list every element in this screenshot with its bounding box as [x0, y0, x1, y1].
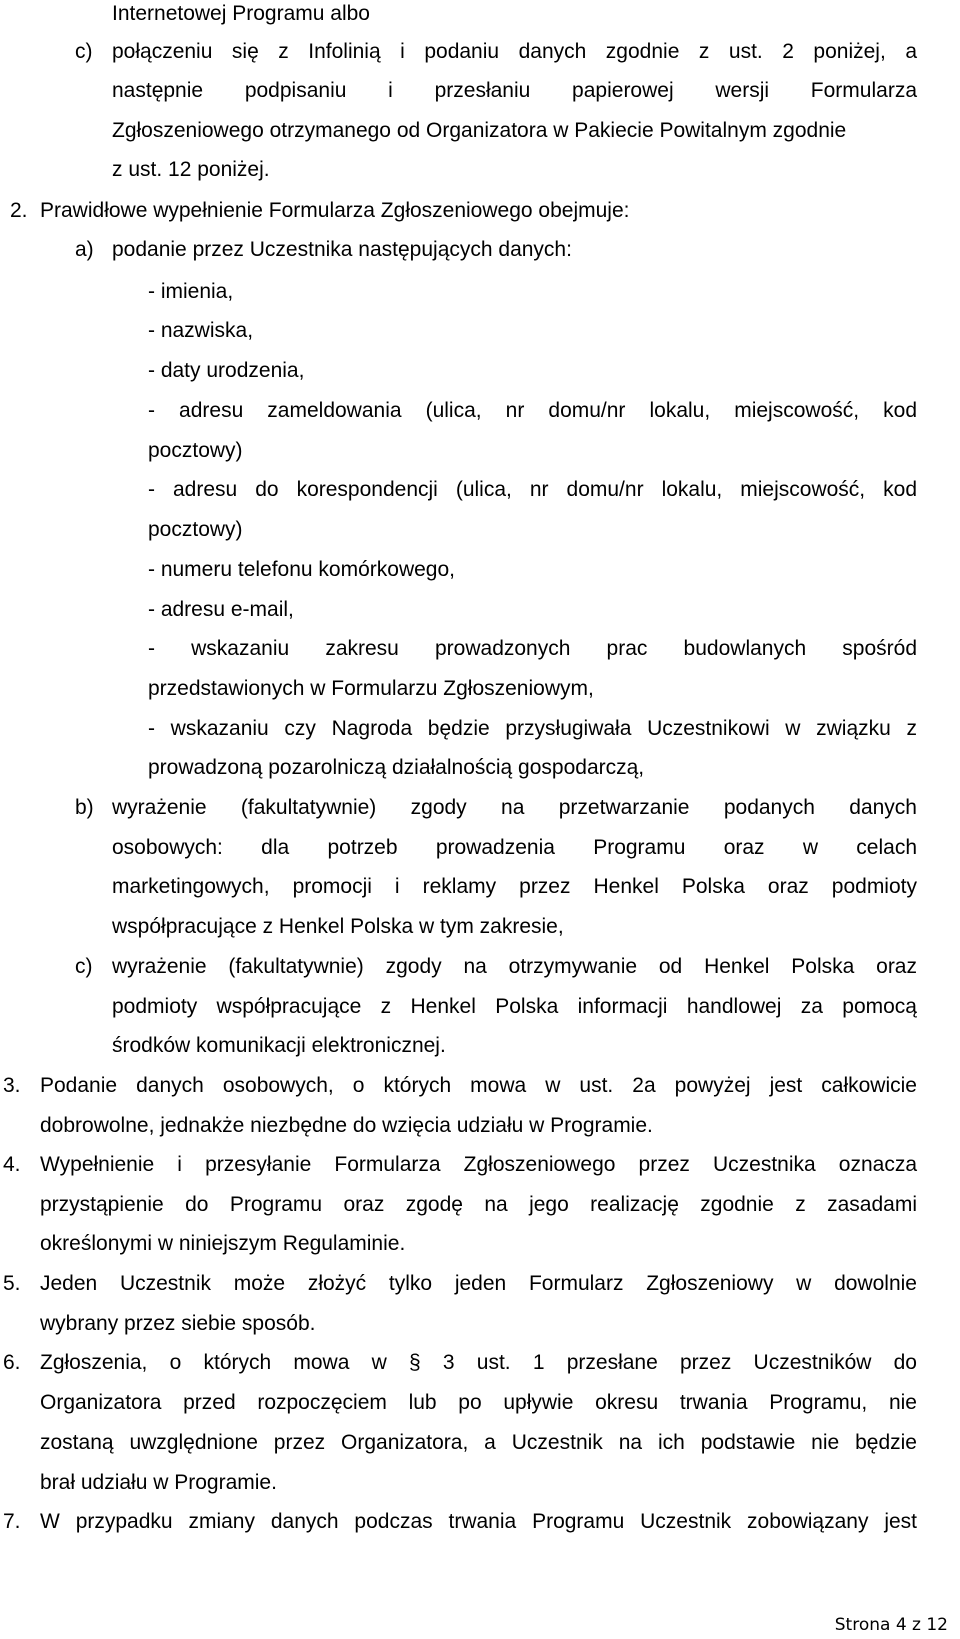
dash-item: pocztowy)	[148, 439, 243, 462]
dash-item: prowadzoną pozarolniczą działalnością gospodarczą,	[148, 756, 645, 779]
dash-item: - nazwiska,	[148, 319, 254, 342]
dash-item: - adresu e-mail,	[148, 598, 294, 621]
paragraph-line: połączeniu się z Infolinią i podaniu danych zgodnie z ust. 2 poniżej, a	[112, 40, 917, 63]
paragraph-line: Organizatora przed rozpoczęciem lub po upływie okresu trwania Programu, nie	[40, 1391, 917, 1414]
paragraph-line: wyrażenie (fakultatywnie) zgody na przetwarzanie podanych danych	[112, 796, 917, 819]
paragraph-line: wybrany przez siebie sposób.	[40, 1312, 316, 1335]
paragraph-line: podmioty współpracujące z Henkel Polska informacji handlowej za pomocą	[112, 995, 917, 1018]
paragraph-line: Podanie danych osobowych, o których mowa w ust. 2a powyżej jest całkowicie	[40, 1074, 917, 1097]
section-number: 7.	[3, 1510, 21, 1533]
list-marker: b)	[75, 796, 94, 819]
dash-item: pocztowy)	[148, 518, 243, 541]
section-number: 2.	[10, 199, 28, 222]
intro-line: Internetowej Programu albo	[112, 2, 370, 25]
dash-item: - imienia,	[148, 280, 234, 303]
list-marker: a)	[75, 238, 94, 261]
paragraph-line: brał udziału w Programie.	[40, 1471, 277, 1494]
paragraph-line: Wypełnienie i przesyłanie Formularza Zgłoszeniowego przez Uczestnika oznacza	[40, 1153, 917, 1176]
paragraph-line: określonymi w niniejszym Regulaminie.	[40, 1232, 406, 1255]
page-footer: Strona 4 z 12	[834, 1615, 948, 1635]
dash-item: - adresu zameldowania (ulica, nr domu/nr lokalu, miejscowość, kod	[148, 399, 917, 422]
paragraph-line: wyrażenie (fakultatywnie) zgody na otrzymywanie od Henkel Polska oraz	[112, 955, 917, 978]
dash-item: przedstawionych w Formularzu Zgłoszeniowym,	[148, 677, 594, 700]
dash-item: - adresu do korespondencji (ulica, nr domu/nr lokalu, miejscowość, kod	[148, 478, 917, 501]
list-marker: c)	[75, 40, 93, 63]
paragraph-line: środków komunikacji elektronicznej.	[112, 1034, 446, 1057]
paragraph-line: zostaną uwzględnione przez Organizatora, a Uczestnik na ich podstawie nie będzie	[40, 1431, 917, 1454]
paragraph-line: osobowych: dla potrzeb prowadzenia Programu oraz w celach	[112, 836, 917, 859]
paragraph-line: z ust. 12 poniżej.	[112, 158, 270, 181]
paragraph-line: Jeden Uczestnik może złożyć tylko jeden Formularz Zgłoszeniowy w dowolnie	[40, 1272, 917, 1295]
paragraph-line: następnie podpisaniu i przesłaniu papierowej wersji Formularza	[112, 79, 917, 102]
dash-item: - daty urodzenia,	[148, 359, 305, 382]
paragraph-line: współpracujące z Henkel Polska w tym zakresie,	[112, 915, 564, 938]
section-number: 6.	[3, 1351, 21, 1374]
paragraph-line: W przypadku zmiany danych podczas trwania Programu Uczestnik zobowiązany jest	[40, 1510, 917, 1533]
dash-item: - numeru telefonu komórkowego,	[148, 558, 455, 581]
section-heading: Prawidłowe wypełnienie Formularza Zgłoszeniowego obejmuje:	[40, 199, 630, 222]
paragraph-line: Zgłoszenia, o których mowa w § 3 ust. 1 przesłane przez Uczestników do	[40, 1351, 917, 1374]
paragraph-line: przystąpienie do Programu oraz zgodę na jego realizację zgodnie z zasadami	[40, 1193, 917, 1216]
paragraph-line: marketingowych, promocji i reklamy przez Henkel Polska oraz podmioty	[112, 875, 917, 898]
list-item-intro: podanie przez Uczestnika następujących danych:	[112, 238, 572, 261]
paragraph-line: dobrowolne, jednakże niezbędne do wzięcia udziału w Programie.	[40, 1114, 653, 1137]
list-marker: c)	[75, 955, 93, 978]
dash-item: - wskazaniu czy Nagroda będzie przysługiwała Uczestnikowi w związku z	[148, 717, 917, 740]
section-number: 4.	[3, 1153, 21, 1176]
section-number: 3.	[3, 1074, 21, 1097]
section-number: 5.	[3, 1272, 21, 1295]
dash-item: - wskazaniu zakresu prowadzonych prac budowlanych spośród	[148, 637, 917, 660]
paragraph-line: Zgłoszeniowego otrzymanego od Organizatora w Pakiecie Powitalnym zgodnie	[112, 119, 847, 142]
